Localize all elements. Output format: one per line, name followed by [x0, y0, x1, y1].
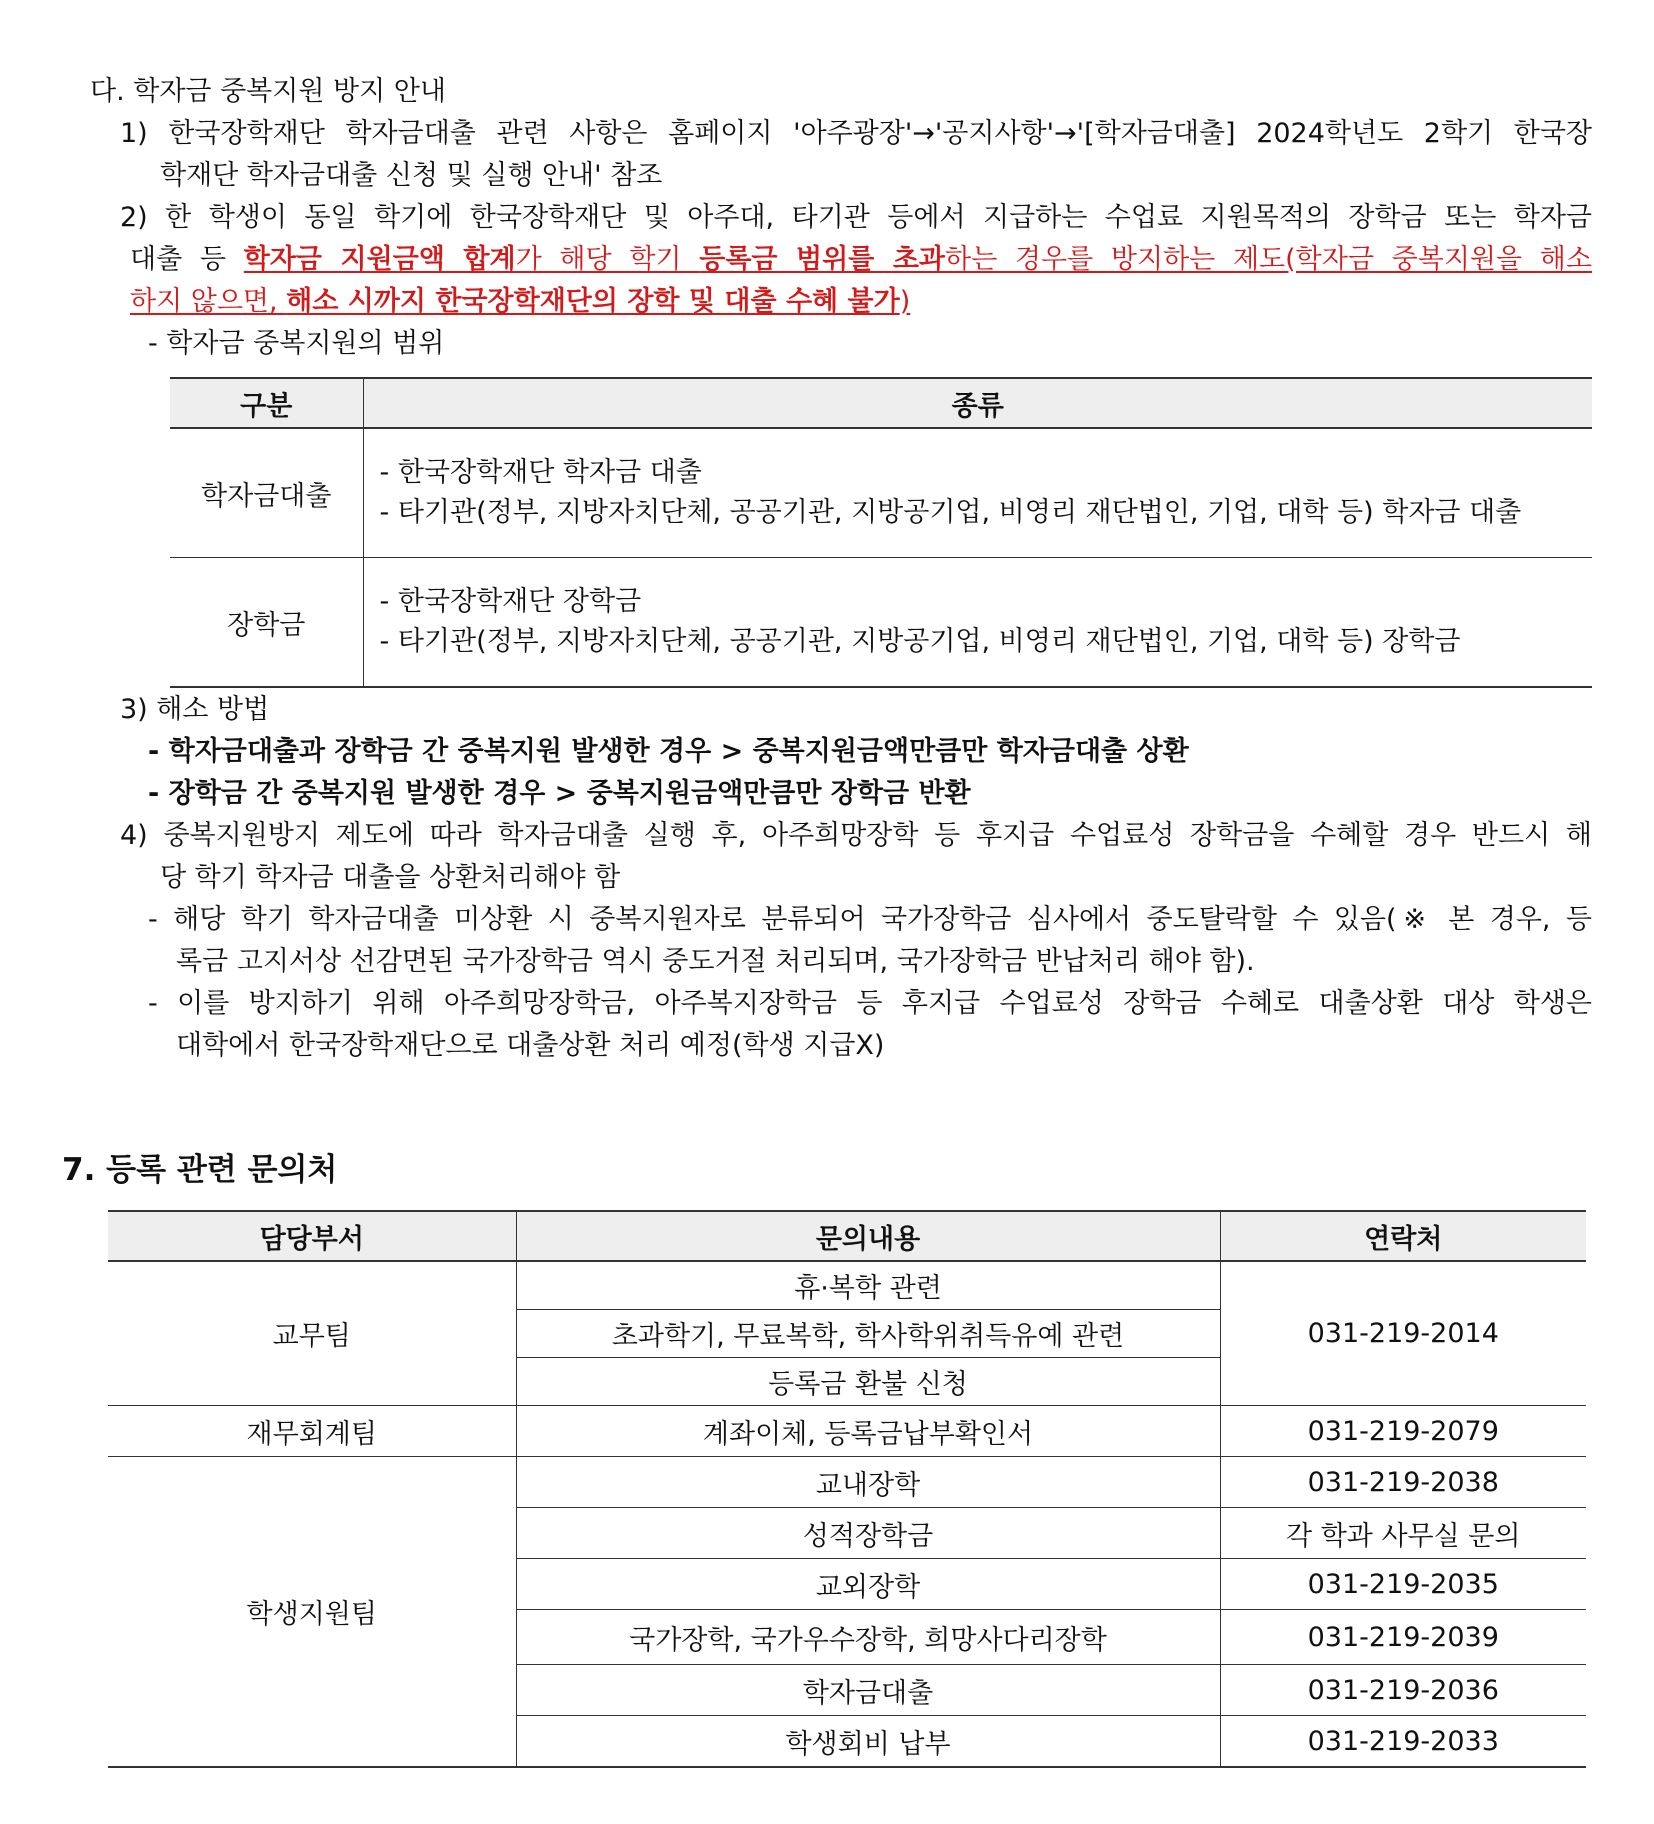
item3-bullet1: - 학자금대출과 장학금 간 중복지원 발생한 경우 > 중복지원금액만큼만 학자금대출 상환	[148, 736, 1189, 767]
kind-item: - 타기관(정부, 지방자치단체, 공공기관, 지방공기업, 비영리 재단법인, 기업, 대학 등) 학자금 대출	[379, 497, 1522, 528]
header-dept: 담당부서	[108, 1211, 516, 1261]
item2-text-red: 가 해당 학기	[515, 244, 700, 275]
item2-line2	[130, 240, 1592, 280]
highlight-no-benefit: 해소 시까지 한국장학재단의 장학 및 대출 수혜 불가	[286, 286, 900, 317]
table-row	[108, 1457, 1586, 1508]
phone-cell: 각 학과 사무실 문의	[1220, 1508, 1586, 1559]
scope-table	[170, 377, 1592, 688]
item4-bullet2-line1: - 이를 방지하기 위해 아주희망장학금, 아주복지장학금 등 후지급 수업료성 장학금 수혜로 대출상환 대상 학생은	[148, 988, 1592, 1019]
kind-item: - 한국장학재단 장학금	[379, 586, 642, 617]
phone-cell: 031-219-2014	[1220, 1261, 1586, 1406]
highlight-total-support: 학자금 지원금액 합계	[243, 244, 516, 275]
topic-cell: 국가장학, 국가우수장학, 희망사다리장학	[516, 1610, 1220, 1665]
kinds-cell	[363, 428, 1592, 558]
item4-line1: 4) 중복지원방지 제도에 따라 학자금대출 실행 후, 아주희망장학 등 후지급 수업료성 장학금을 수혜할 경우 반드시 해	[120, 820, 1592, 851]
section7-heading: 7. 등록 관련 문의처	[62, 1152, 338, 1188]
item2-text-red: 하지 않으면,	[130, 286, 287, 317]
item2-line1: 2) 한 학생이 동일 학기에 한국장학재단 및 아주대, 타기관 등에서 지급하는 수업료 지원목적의 장학금 또는 학자금	[120, 202, 1592, 233]
item2-text-red: )	[899, 286, 911, 317]
table-row	[170, 558, 1592, 688]
item1-line1: 1) 한국장학재단 학자금대출 관련 사항은 홈페이지 '아주광장'→'공지사항'→'[학자금대출] 2024학년도 2학기 한국장	[120, 118, 1592, 149]
header-category: 구분	[170, 378, 363, 428]
topic-cell: 학생회비 납부	[516, 1716, 1220, 1768]
scope-label: - 학자금 중복지원의 범위	[148, 328, 445, 359]
phone-cell: 031-219-2033	[1307, 1725, 1499, 1757]
topic-cell: 학자금대출	[516, 1665, 1220, 1716]
dept-cell: 재무회계팀	[108, 1406, 516, 1457]
table-row	[108, 1406, 1586, 1457]
topic-cell: 등록금 환불 신청	[516, 1358, 1220, 1406]
kind-item: - 한국장학재단 학자금 대출	[379, 457, 702, 488]
item4-bullet1-line1: - 해당 학기 학자금대출 미상환 시 중복지원자로 분류되어 국가장학금 심사에서 중도탈락할 수 있음(※ 본 경우, 등	[148, 904, 1592, 935]
header-kinds: 종류	[363, 378, 1592, 428]
topic-cell: 성적장학금	[516, 1508, 1220, 1559]
highlight-exceed-tuition: 등록금 범위를 초과	[699, 244, 946, 275]
phone-cell: 031-219-2079	[1220, 1406, 1586, 1457]
table-row	[108, 1261, 1586, 1310]
topic-cell: 교외장학	[516, 1559, 1220, 1610]
table-header-row	[170, 378, 1592, 428]
topic-cell: 교내장학	[516, 1457, 1220, 1508]
item4-bullet2-line2: 대학에서 한국장학재단으로 대출상환 처리 예정(학생 지급X)	[176, 1030, 885, 1061]
item2-line3	[130, 282, 910, 322]
table-header-row	[108, 1211, 1586, 1261]
item4-bullet1-line2: 록금 고지서상 선감면된 국가장학금 역시 중도거절 처리되며, 국가장학금 반납처리 해야 함).	[176, 946, 1255, 977]
item2-text: 대출 등	[130, 244, 244, 275]
item2-text-red: 하는 경우를 방지하는 제도(학자금 중복지원을 해소	[945, 244, 1592, 275]
kind-item: - 타기관(정부, 지방자치단체, 공공기관, 지방공기업, 비영리 재단법인, 기업, 대학 등) 장학금	[379, 626, 1461, 657]
topic-cell: 계좌이체, 등록금납부확인서	[516, 1406, 1220, 1457]
item4-line2: 당 학기 학자금 대출을 상환처리해야 함	[160, 862, 621, 893]
dept-cell: 학생지원팀	[108, 1457, 516, 1768]
dept-cell: 교무팀	[108, 1261, 516, 1406]
item3-bullet2: - 장학금 간 중복지원 발생한 경우 > 중복지원금액만큼만 장학금 반환	[148, 778, 971, 809]
kinds-cell	[363, 558, 1592, 688]
table-row	[170, 428, 1592, 558]
header-phone: 연락처	[1220, 1211, 1586, 1261]
category-cell: 장학금	[170, 558, 363, 688]
category-cell: 학자금대출	[170, 428, 363, 558]
contact-table	[108, 1210, 1586, 1768]
phone-cell: 031-219-2038	[1220, 1457, 1586, 1508]
phone-cell: 031-219-2035	[1220, 1559, 1586, 1610]
section-heading: 다. 학자금 중복지원 방지 안내	[90, 76, 446, 107]
phone-cell: 031-219-2039	[1220, 1610, 1586, 1665]
phone-cell: 031-219-2036	[1220, 1665, 1586, 1716]
header-topic: 문의내용	[516, 1211, 1220, 1261]
item1-line2: 학재단 학자금대출 신청 및 실행 안내' 참조	[160, 160, 663, 191]
topic-cell: 휴·복학 관련	[516, 1261, 1220, 1310]
topic-cell: 초과학기, 무료복학, 학사학위취득유예 관련	[516, 1310, 1220, 1358]
item3-title: 3) 해소 방법	[120, 694, 270, 725]
